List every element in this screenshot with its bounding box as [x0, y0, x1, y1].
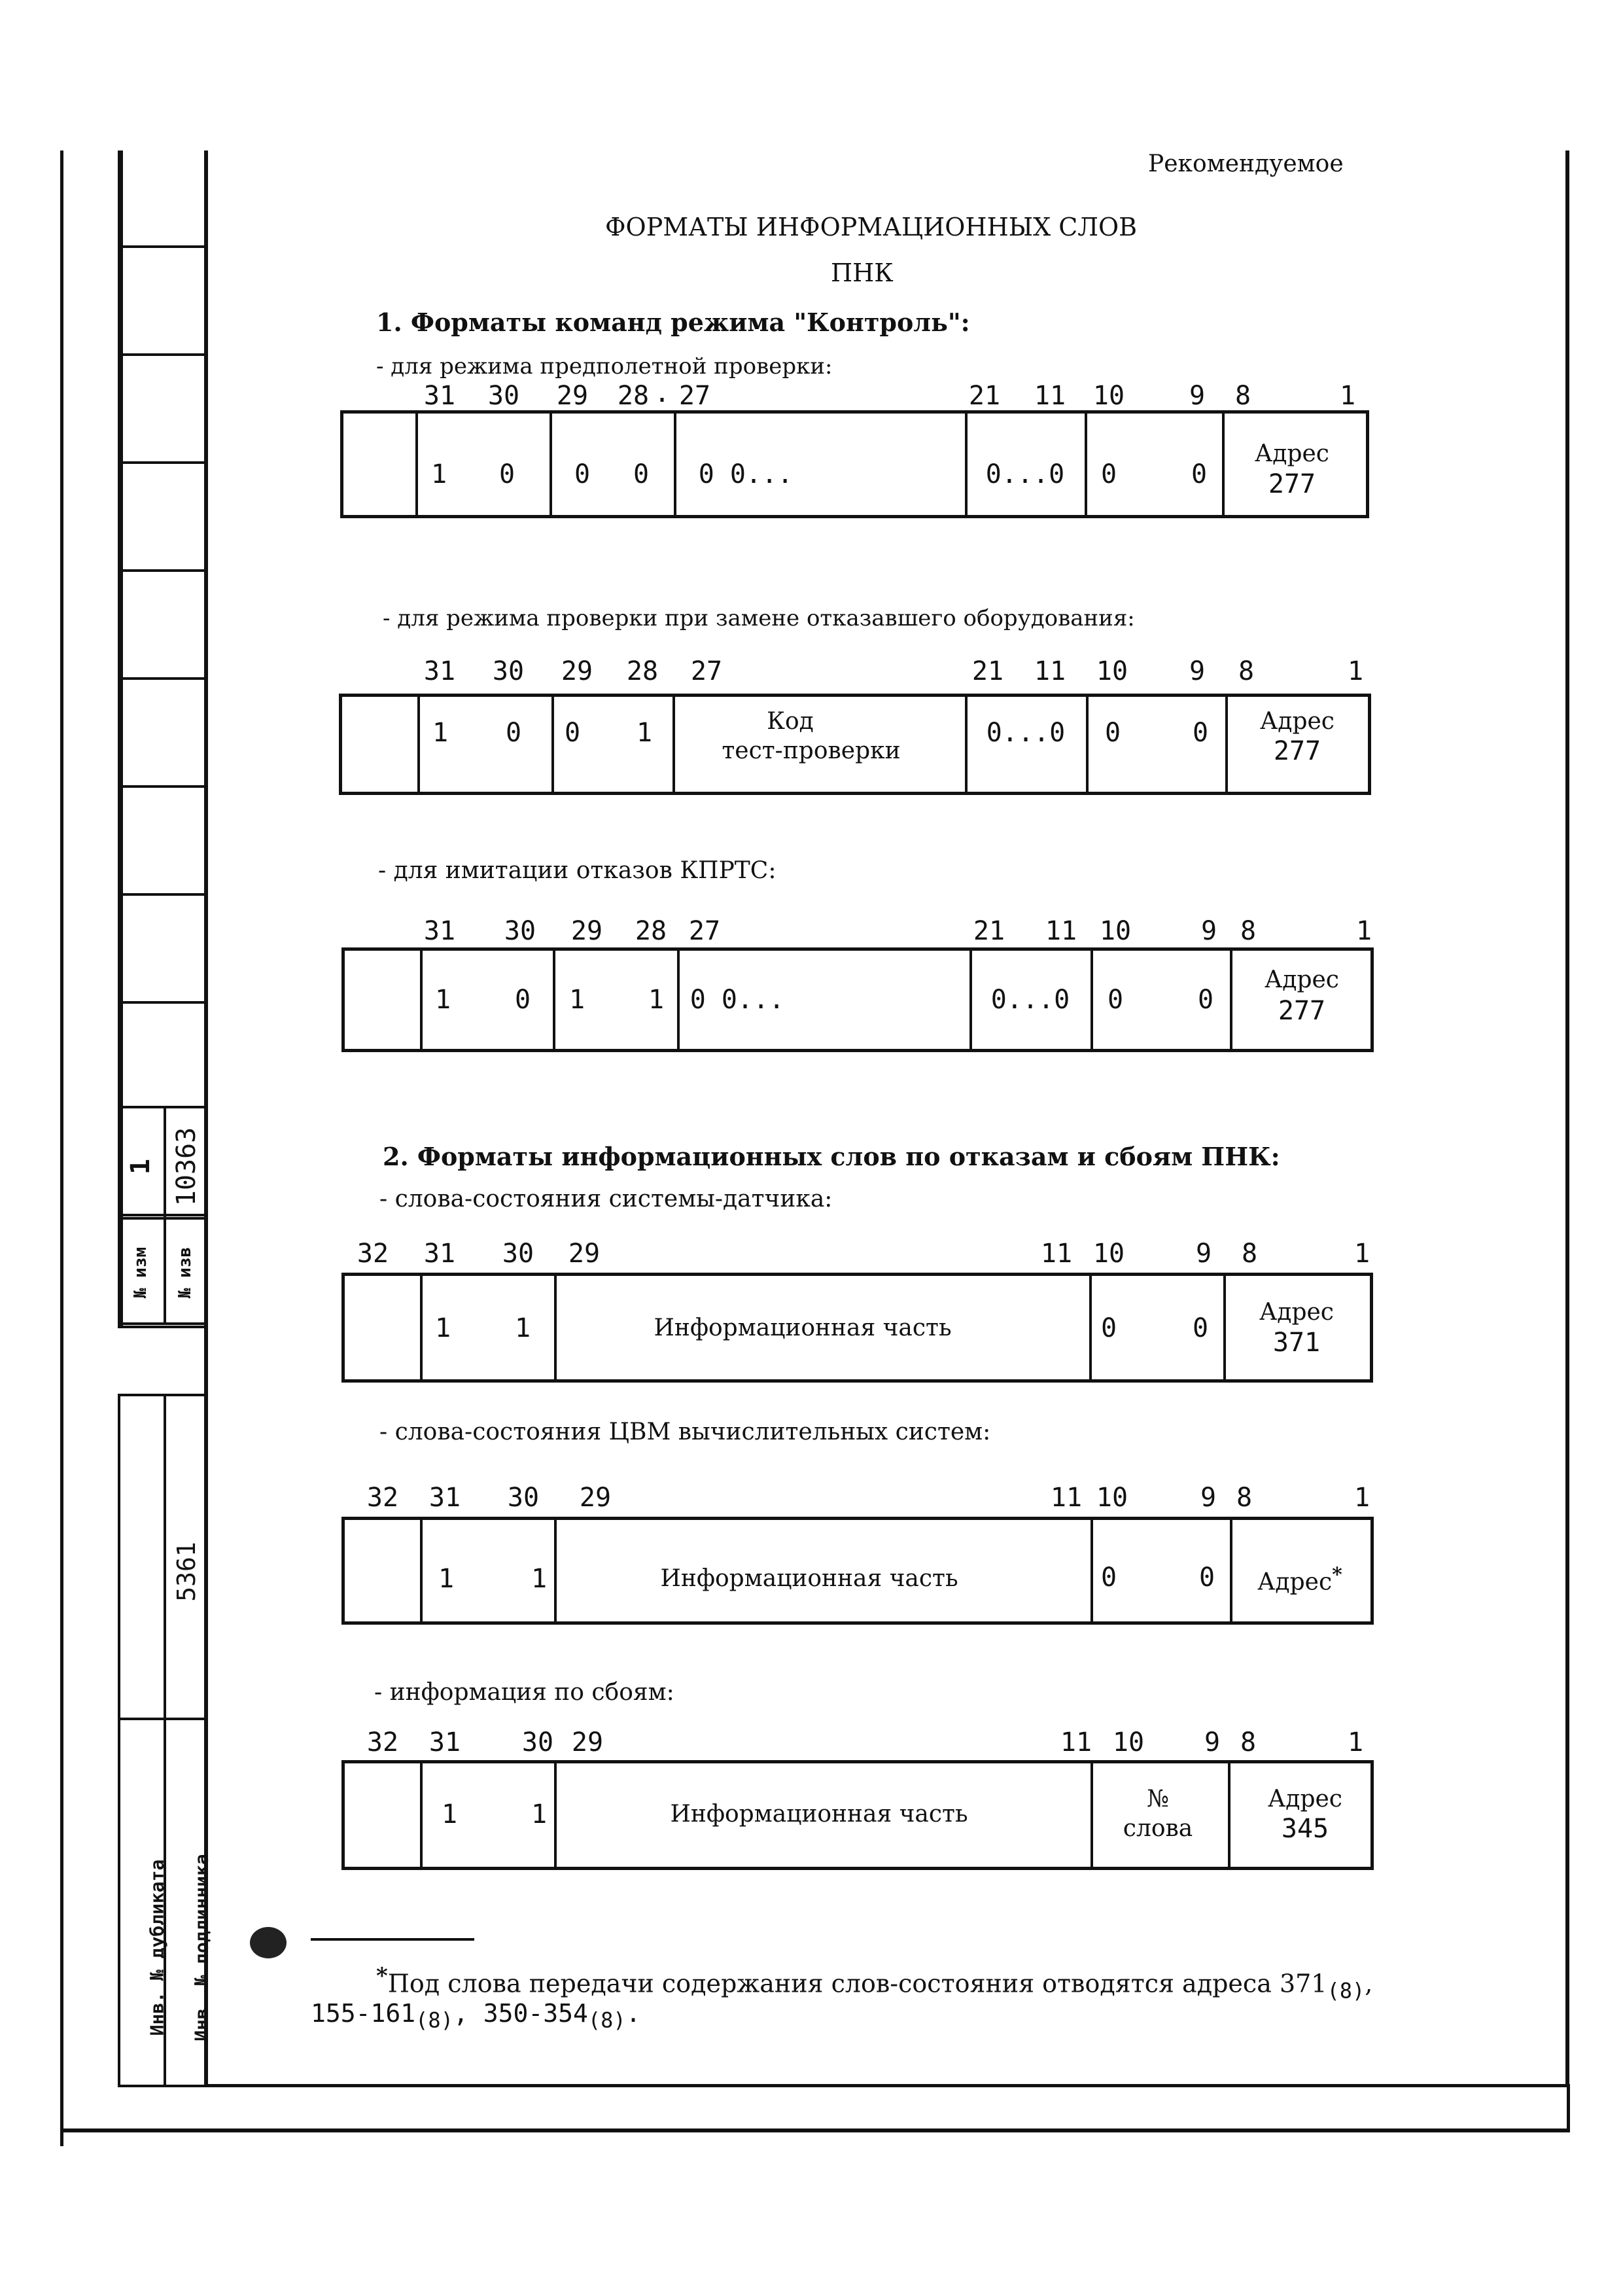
izv-value: 10363: [171, 1127, 201, 1207]
bit-31-value: 1: [434, 1313, 451, 1343]
format-caption: - слова-состояния системы-датчика:: [379, 1186, 833, 1212]
bit-29-value: 0: [574, 459, 591, 489]
frame-right-outer: [1567, 2084, 1570, 2132]
frame-right: [1565, 150, 1569, 2087]
address-label: Адрес*: [1257, 1563, 1342, 1596]
page-title: ФОРМАТЫ ИНФОРМАЦИОННЫХ СЛОВ: [605, 213, 1138, 241]
change-stamp-mid: [118, 1217, 208, 1220]
address-value: 345: [1281, 1814, 1329, 1844]
word-number-symbol: №: [1146, 1786, 1170, 1812]
bit-31-value: 1: [430, 459, 447, 489]
recommended-label: Рекомендуемое: [1148, 150, 1344, 177]
bit-9-value: 0: [1192, 718, 1209, 748]
bit-30-value: 1: [531, 1564, 548, 1594]
izv-label: № изв: [175, 1246, 195, 1299]
bit-31-value: 1: [432, 718, 449, 748]
bit-28-value: 1: [636, 718, 653, 748]
izm-label: № изм: [131, 1246, 150, 1299]
bit-9-value: 0: [1197, 985, 1214, 1015]
address-value: 277: [1278, 996, 1326, 1026]
mid-bits-value: 0 0...: [689, 985, 785, 1015]
bit-31-value: 1: [441, 1799, 458, 1829]
izm-value: 1: [126, 1158, 156, 1175]
bit-30-value: 0: [498, 459, 515, 489]
format-caption: - для имитации отказов КПРТС:: [378, 857, 777, 884]
format-box-2-1: [341, 1273, 1373, 1383]
format-box-1-2: [339, 694, 1371, 795]
bit-29-value: 1: [568, 985, 585, 1015]
bit-10-value: 0: [1104, 718, 1121, 748]
inventory-divider: [118, 1718, 208, 1720]
bit-30-value: 1: [514, 1313, 531, 1343]
page-subtitle: ПНК: [831, 258, 894, 287]
format-box-2-2: [341, 1517, 1374, 1625]
bit-30-value: 0: [505, 718, 522, 748]
bit-28-value: 0: [633, 459, 650, 489]
stamp-divider: [118, 569, 208, 572]
footnote-line-1: *Под слова передачи содержания слов-состояния отводятся адреса $371_{(8)}$,: [376, 1963, 1373, 2004]
bit-29-value: 0: [564, 718, 581, 748]
bit-28-value: 1: [648, 985, 665, 1015]
bit-10-value: 0: [1107, 985, 1124, 1015]
footnote-rule: [311, 1938, 474, 1941]
format-box-2-3: [341, 1760, 1374, 1870]
info-part-label: Информационная часть: [670, 1801, 968, 1828]
stamp-divider: [118, 461, 208, 464]
change-stamp-split: [164, 1106, 166, 1325]
stamp-divider: [118, 893, 208, 896]
bit-9-value: 0: [1191, 459, 1208, 489]
frame-left-outer: [60, 150, 63, 2146]
stamp-divider: [118, 677, 208, 680]
format-box-1-3: [341, 947, 1374, 1052]
mid-bits-value: 0 0...: [698, 459, 794, 489]
zero-range-value: 0...0: [985, 459, 1065, 489]
section1-heading: 1. Форматы команд режима "Контроль":: [376, 308, 970, 337]
stamp-divider: [118, 353, 208, 356]
test-code-label-1: Код: [767, 708, 814, 735]
info-part-label: Информационная часть: [660, 1565, 958, 1592]
format-caption: - информация по сбоям:: [374, 1679, 674, 1706]
address-value: 277: [1268, 469, 1316, 499]
punch-hole-mark: [250, 1927, 287, 1958]
address-value: 371: [1272, 1328, 1321, 1358]
podl-label: Инв. № подлинника: [190, 1854, 213, 2041]
address-label: Адрес: [1259, 1299, 1334, 1326]
address-label: Адрес: [1265, 966, 1339, 993]
bit-31-value: 1: [438, 1564, 455, 1594]
footnote-line-2: $155-161_{(8)}$, $350-354_{(8)}$.: [311, 1999, 641, 2033]
word-number-label: слова: [1123, 1815, 1193, 1842]
stamp-divider: [118, 245, 208, 248]
bit-9-value: 0: [1192, 1313, 1209, 1343]
bit-30-value: 1: [531, 1799, 548, 1829]
bit-30-value: 0: [514, 985, 531, 1015]
format-caption: - слова-состояния ЦВМ вычислительных систем:: [379, 1419, 991, 1445]
bit-10-value: 0: [1100, 1313, 1117, 1343]
frame-bottom-inner: [204, 2084, 1569, 2087]
bit-10-value: 0: [1100, 459, 1117, 489]
format-caption: - для режима проверки при замене отказавшего оборудования:: [383, 605, 1135, 631]
bit-10-value: 0: [1100, 1563, 1117, 1593]
bit-31-value: 1: [434, 985, 451, 1015]
zero-range-value: 0...0: [986, 718, 1066, 748]
dubl-label: Инв. № дубликата: [146, 1859, 168, 2036]
format-box-1-1: [340, 410, 1369, 518]
address-value: 277: [1273, 736, 1321, 766]
format-caption: - для режима предполетной проверки:: [376, 353, 833, 380]
address-label: Адрес: [1268, 1786, 1342, 1812]
address-footnote-star: *: [1332, 1563, 1342, 1587]
test-code-label-2: тест-проверки: [722, 737, 901, 764]
podl-value: 5361: [172, 1542, 201, 1602]
address-label: Адрес: [1260, 708, 1335, 735]
bit-9-value: 0: [1198, 1563, 1215, 1593]
address-label: Адрес: [1255, 440, 1329, 467]
stamp-divider: [118, 785, 208, 788]
section2-heading: 2. Форматы информационных слов по отказам и сбоям ПНК:: [383, 1142, 1280, 1171]
info-part-label: Информационная часть: [654, 1315, 952, 1341]
zero-range-value: 0...0: [990, 985, 1070, 1015]
frame-bottom-outer: [60, 2128, 1570, 2132]
stamp-divider: [118, 1001, 208, 1004]
